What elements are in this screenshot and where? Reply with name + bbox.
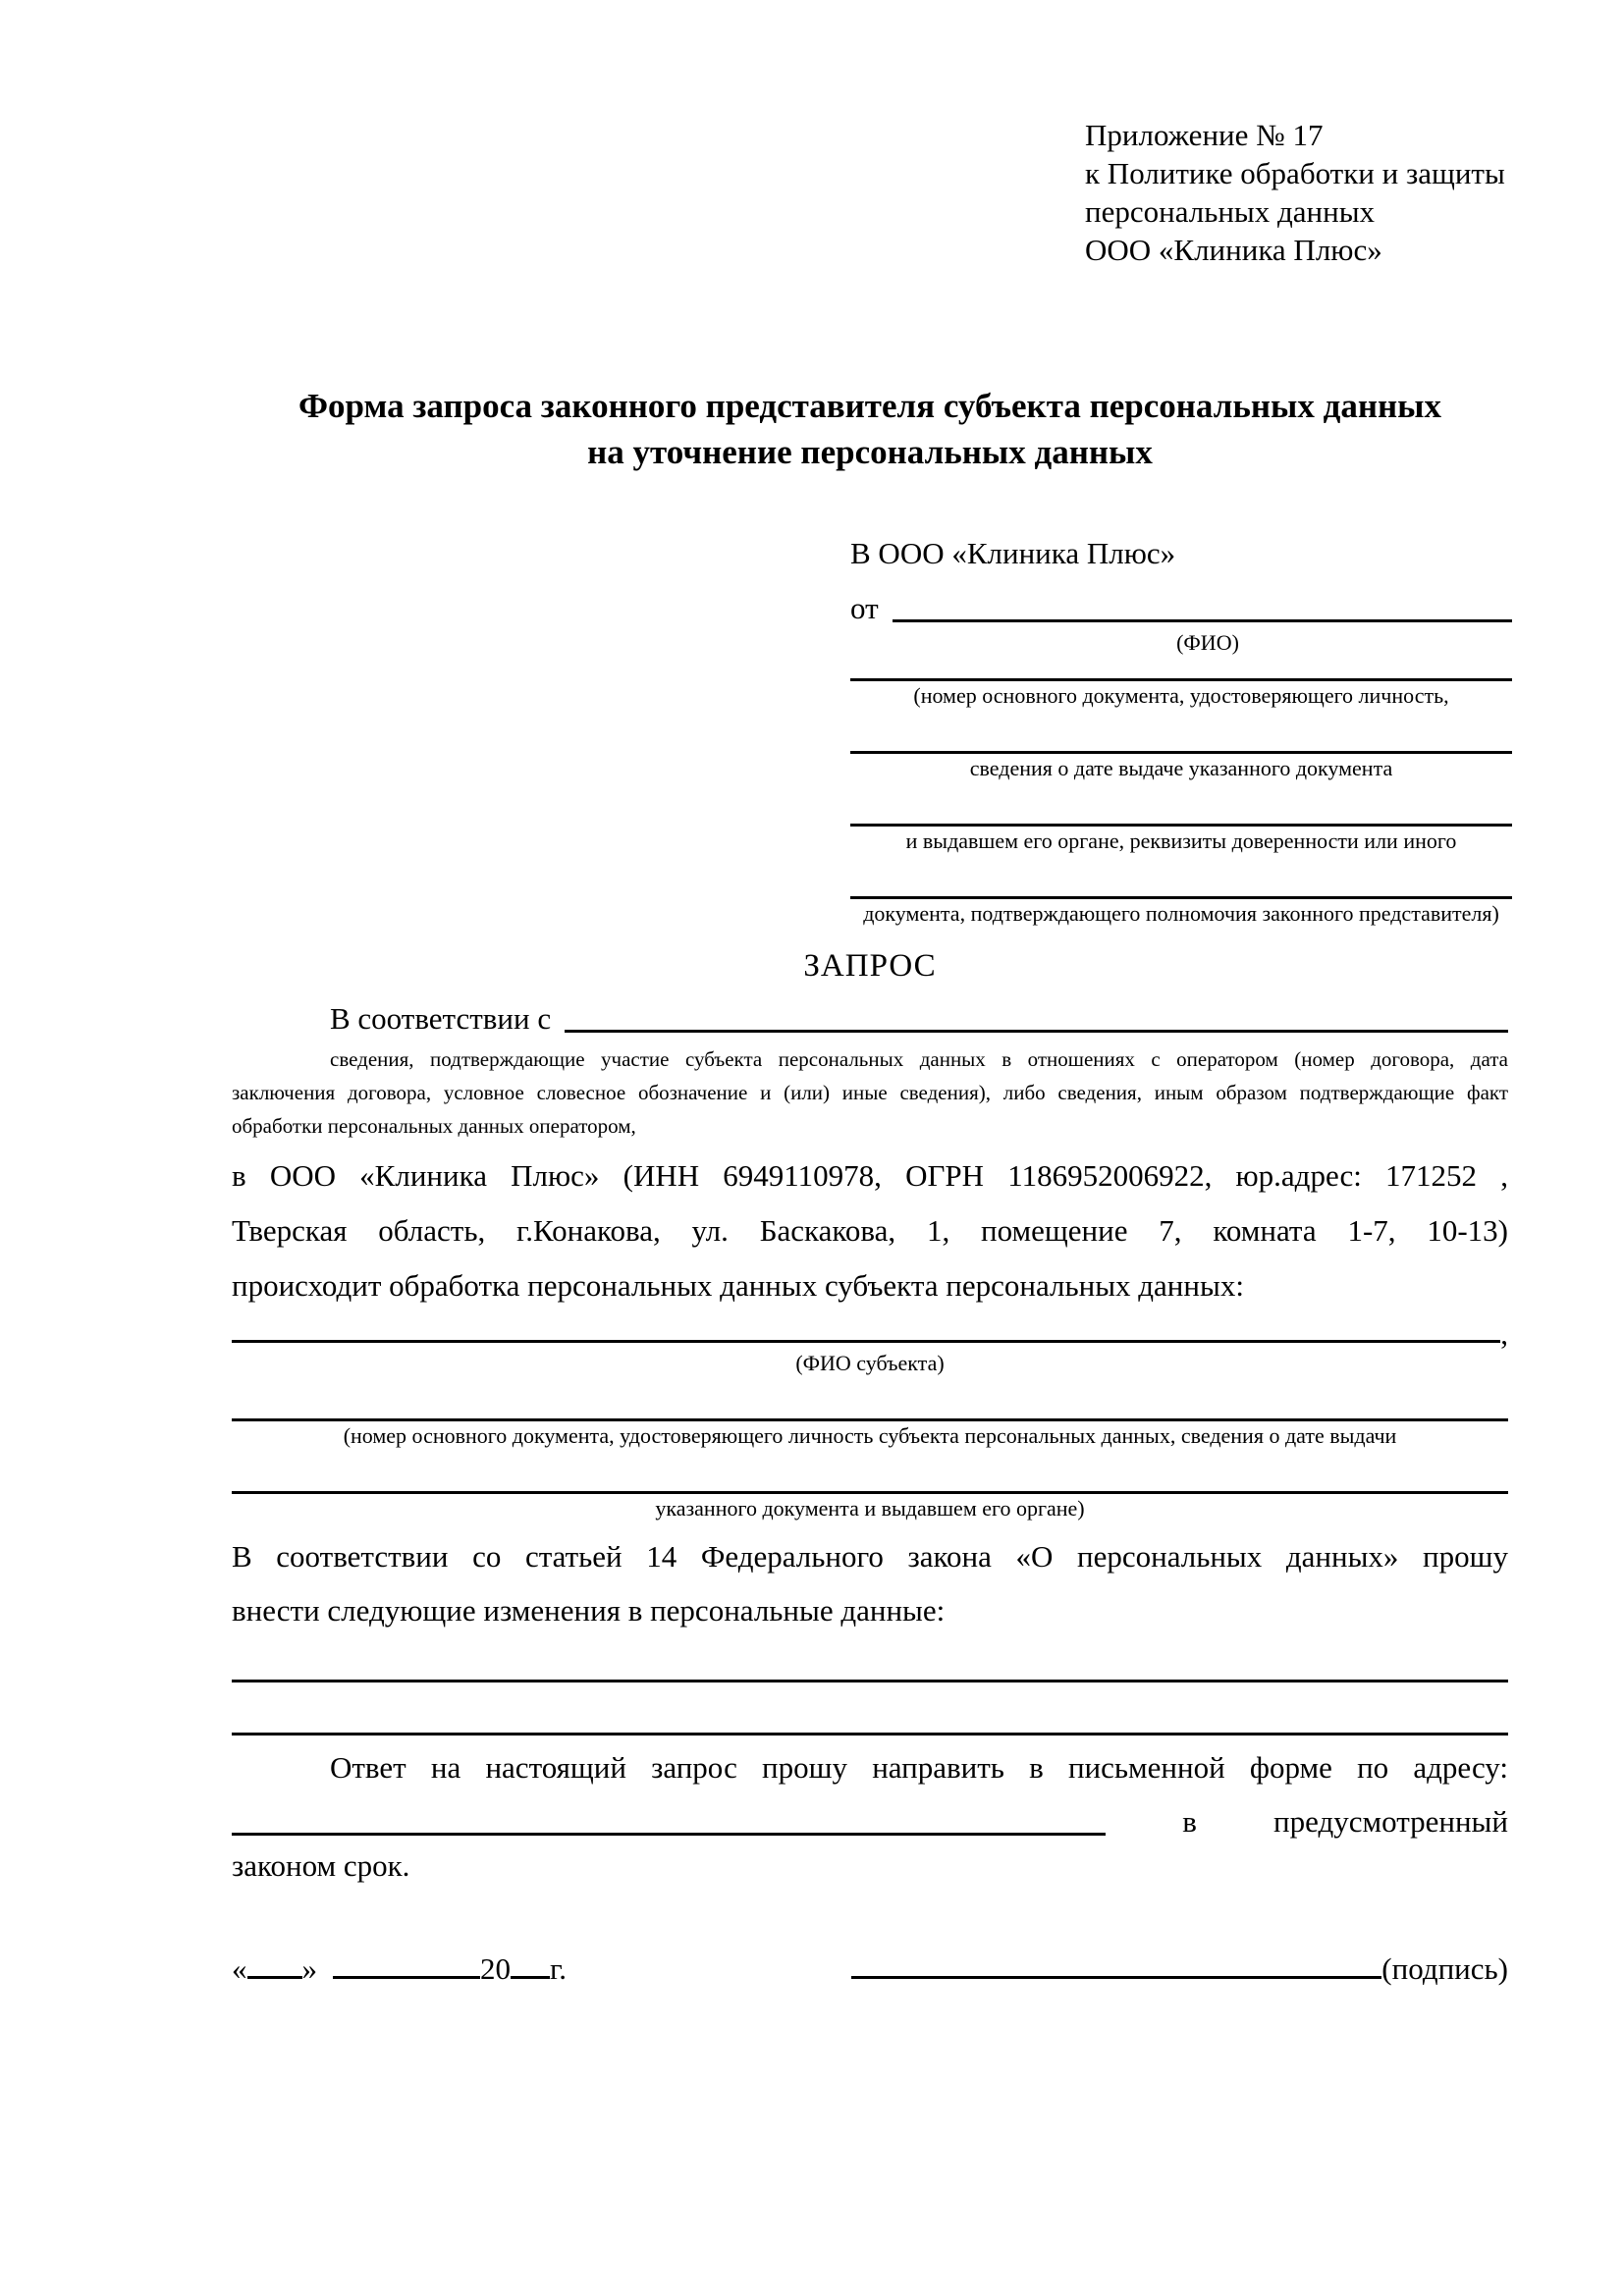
date-group <box>232 1951 567 1987</box>
signature-group <box>851 1951 1508 1987</box>
subject-doc-caption-2: указанного документа и выдавшем его органе) <box>655 1496 1085 1521</box>
representative-doc-caption-3: и выдавшем его органе, реквизиты доверенности или иного <box>905 828 1457 853</box>
addressee-organization: В ООО «Клиника Плюс» <box>850 536 1176 570</box>
address-blank-line <box>232 1833 1106 1836</box>
subject-doc-caption-1: (номер основного документа, удостоверяющего личность субъекта персональных данных, сведения о дате выдачи <box>343 1423 1397 1448</box>
answer-address-row <box>232 1792 1508 1842</box>
text-line: происходит обработка персональных данных субъекта персональных данных: <box>232 1268 1244 1303</box>
representative-doc-caption-1: (номер основного документа, удостоверяющего личность, <box>913 683 1449 708</box>
text-line: Тверская область, г.Конакова, ул. Баскакова, 1, помещение 7, комната 1-7, 10-13) <box>232 1213 1508 1248</box>
subject-doc-blank-line-1 <box>232 1378 1508 1421</box>
text-line: сведения, подтверждающие участие субъекта персональных данных в отношениях с оператором (номер договора, дата <box>330 1047 1508 1071</box>
text-line: обработки персональных данных оператором, <box>232 1114 636 1138</box>
request-heading: ЗАПРОС <box>803 948 937 984</box>
subject-fio-blank-line <box>232 1340 1500 1343</box>
addressee-block <box>850 530 1512 929</box>
text-line: персональных данных <box>1085 194 1376 229</box>
year-suffix: г. <box>550 1951 567 1986</box>
subject-fio-row <box>232 1313 1508 1349</box>
answer-paragraph-line-3: законом срок. <box>232 1848 410 1883</box>
basis-lead-text: В соответствии с <box>330 1001 552 1036</box>
signature-blank-line <box>851 1976 1381 1979</box>
text-line: Приложение № 17 <box>1085 118 1324 152</box>
answer-word-1: в <box>1182 1804 1197 1839</box>
text-line: В соответствии со статьей 14 Федерального закона «О персональных данных» прошу <box>232 1539 1508 1574</box>
document-title <box>232 383 1508 475</box>
quote-close: » <box>301 1951 317 1986</box>
year-blank-line <box>511 1976 550 1979</box>
quote-open: « <box>232 1951 247 1986</box>
operator-paragraph <box>232 1148 1508 1313</box>
fio-caption: (ФИО) <box>1176 630 1239 655</box>
text-line: в ООО «Клиника Плюс» (ИНН 6949110978, ОГРН 1186952006922, юр.адрес: 171252 , <box>232 1158 1508 1193</box>
representative-fio-blank-line <box>893 619 1512 622</box>
text-line: Форма запроса законного представителя субъекта персональных данных <box>298 387 1441 425</box>
text-line: на уточнение персональных данных <box>587 433 1153 471</box>
basis-blank-line <box>565 1030 1508 1033</box>
subject-fio-caption: (ФИО субъекта) <box>795 1351 945 1375</box>
representative-doc-blank-line-4 <box>850 856 1512 899</box>
trailing-comma: , <box>1500 1316 1508 1351</box>
date-signature-row <box>232 1951 1508 1987</box>
changes-blank-line-2 <box>232 1682 1508 1735</box>
signature-caption: (подпись) <box>1381 1951 1508 1986</box>
representative-doc-blank-line-3 <box>850 783 1512 827</box>
representative-doc-blank-line-2 <box>850 711 1512 754</box>
text-line: заключения договора, условное словесное обозначение и (или) иные сведения), либо сведения, иным образом подтверждающие факт <box>232 1081 1508 1104</box>
year-prefix: 20 <box>480 1951 511 1986</box>
month-blank-line <box>333 1976 480 1979</box>
representative-doc-caption-2: сведения о дате выдаче указанного документа <box>969 756 1393 780</box>
answer-word-2: предусмотренный <box>1273 1804 1508 1839</box>
answer-paragraph-line-1: Ответ на настоящий запрос прошу направить в письменной форме по адресу: <box>330 1750 1508 1785</box>
law-paragraph <box>232 1529 1508 1637</box>
text-line: внести следующие изменения в персональные данные: <box>232 1593 946 1628</box>
representative-doc-caption-4: документа, подтверждающего полномочия законного представителя) <box>863 901 1499 926</box>
changes-blank-line-1 <box>232 1637 1508 1682</box>
from-label: от <box>850 591 879 625</box>
from-row <box>850 577 1512 628</box>
basis-caption-paragraph <box>232 1042 1508 1143</box>
basis-row <box>232 988 1508 1039</box>
day-blank-line <box>247 1976 302 1979</box>
text-line: к Политике обработки и защиты <box>1085 156 1505 190</box>
appendix-note <box>1085 0 1508 269</box>
representative-doc-blank-line-1 <box>850 658 1512 681</box>
text-line: ООО «Клиника Плюс» <box>1085 233 1382 267</box>
subject-doc-blank-line-2 <box>232 1451 1508 1494</box>
